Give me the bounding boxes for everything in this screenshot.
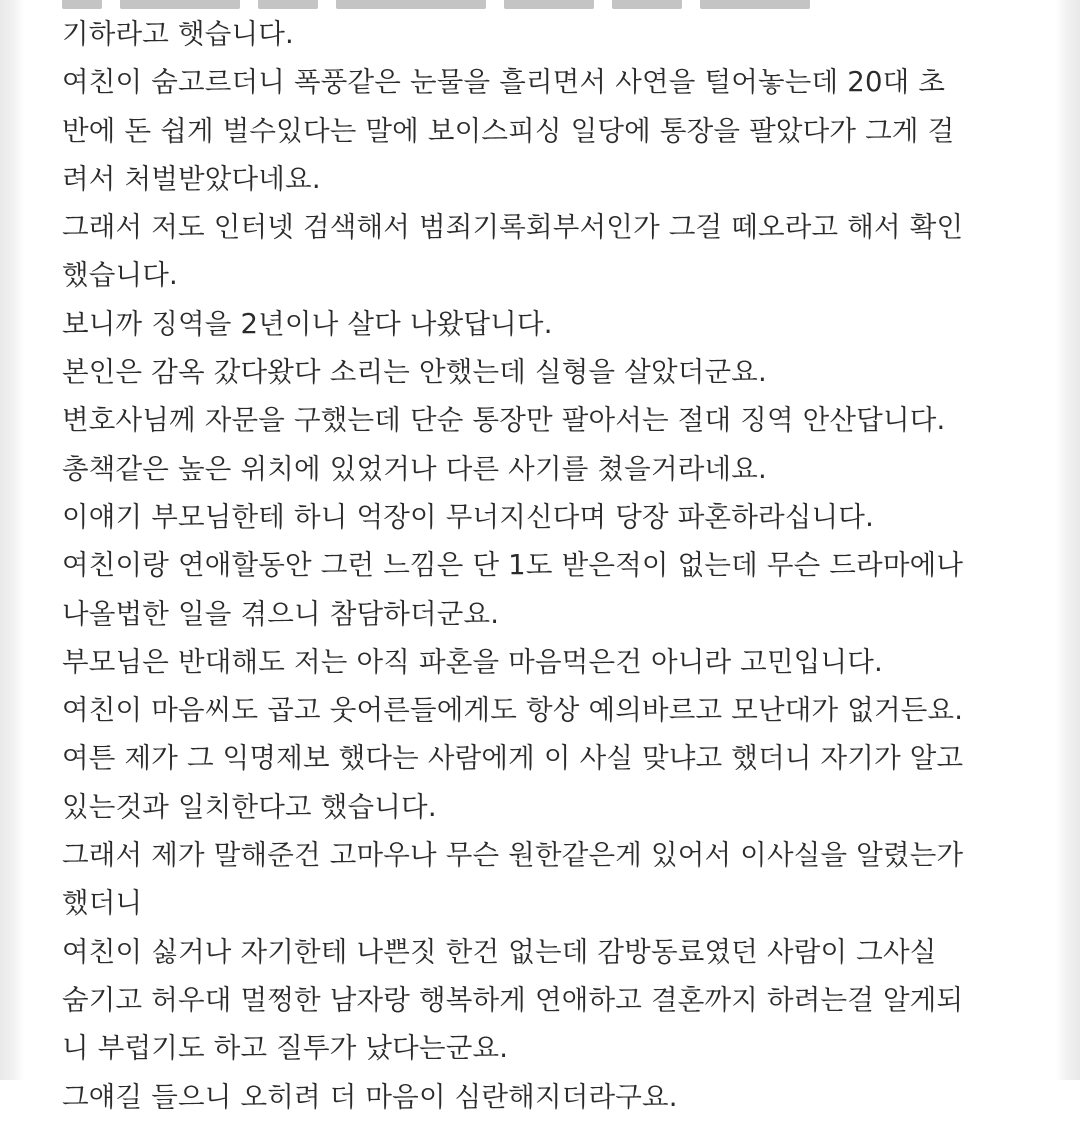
text-line: 여튼 제가 그 익명제보 했다는 사람에게 이 사실 맞냐고 했더니 자기가 알고 bbox=[62, 742, 964, 775]
text-line: 했더니 bbox=[62, 887, 143, 920]
text-line: 보니까 징역을 2년이나 살다 나왔답니다. bbox=[62, 307, 553, 340]
text-line: 했습니다. bbox=[62, 259, 179, 292]
cropped-previous-line bbox=[62, 0, 1022, 4]
text-line: 본인은 감옥 갔다왔다 소리는 안했는데 실형을 살았더군요. bbox=[62, 356, 767, 389]
text-line: 그얘길 들으니 오히려 더 마음이 심란해지더라구요. bbox=[62, 1080, 678, 1113]
text-line: 부모님은 반대해도 저는 아직 파혼을 마음먹은건 아니라 고민입니다. bbox=[62, 645, 883, 678]
text-line: 기하라고 햇습니다. bbox=[62, 18, 295, 50]
post-body bbox=[62, 15, 1042, 1126]
text-line: 반에 돈 쉽게 벌수있다는 말에 보이스피싱 일당에 통장을 팔았다가 그게 걸 bbox=[62, 114, 955, 147]
text-line: 그래서 저도 인터넷 검색해서 범죄기록회부서인가 그걸 떼오라고 해서 확인 bbox=[62, 211, 964, 244]
text-line: 니 부럽기도 하고 질투가 났다는군요. bbox=[62, 1032, 509, 1065]
text-line: 나올법한 일을 겪으니 참담하더군요. bbox=[62, 597, 500, 630]
text-line: 그래서 제가 말해준건 고마우나 무슨 원한같은게 있어서 이사실을 알렸는가 bbox=[62, 839, 964, 872]
text-line: 여친이 마음씨도 곱고 웃어른들에게도 항상 예의바르고 모난대가 없거든요. bbox=[62, 694, 964, 727]
text-line: 여친이랑 연애할동안 그런 느낌은 단 1도 받은적이 없는데 무슨 드라마에나 bbox=[62, 549, 964, 582]
text-line: 있는것과 일치한다고 했습니다. bbox=[62, 790, 437, 823]
text-line: 여친이 숨고르더니 폭풍같은 눈물을 흘리면서 사연을 털어놓는데 20대 초 bbox=[62, 66, 946, 99]
text-line: 이얘기 부모님한테 하니 억장이 무너지신다며 당장 파혼하라십니다. bbox=[62, 500, 875, 533]
text-line: 려서 처벌받았다네요. bbox=[62, 162, 321, 195]
text-line: 숨기고 허우대 멀쩡한 남자랑 행복하게 연애하고 결혼까지 하려는걸 알게되 bbox=[62, 983, 964, 1016]
right-edge-shadow bbox=[1056, 0, 1080, 1080]
text-line: 총책같은 높은 위치에 있었거나 다른 사기를 쳤을거라네요. bbox=[62, 452, 767, 485]
left-edge-shadow bbox=[0, 0, 24, 1080]
text-line: 여친이 싫거나 자기한테 나쁜짓 한건 없는데 감방동료였던 사람이 그사실 bbox=[62, 935, 937, 968]
text-line: 변호사님께 자문을 구했는데 단순 통장만 팔아서는 절대 징역 안산답니다. bbox=[62, 404, 946, 437]
